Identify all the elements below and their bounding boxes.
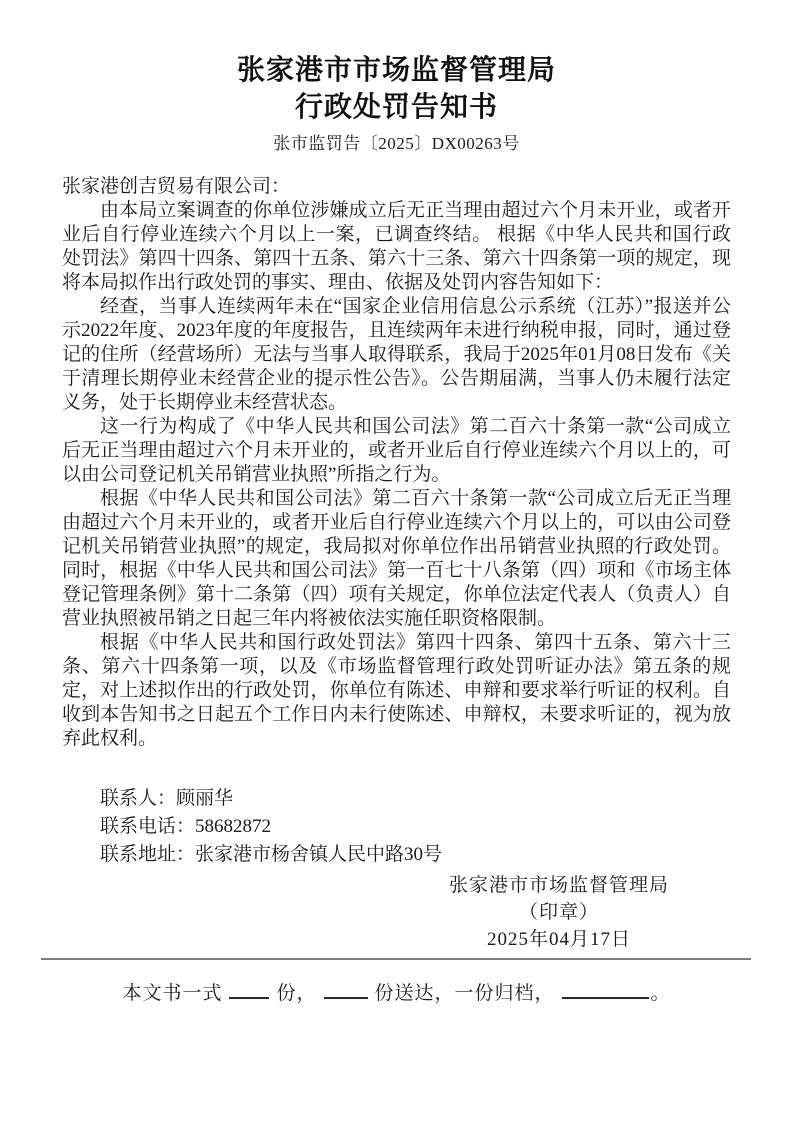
distribution-note — [62, 981, 731, 1007]
copies-suffix-text: 份， — [276, 983, 317, 1004]
agency-title: 张家港市市场监督管理局 — [236, 55, 556, 86]
contact-address-label: 联系地址： — [100, 844, 196, 865]
contact-person-row — [100, 785, 731, 813]
signature-block — [409, 872, 709, 953]
body-paragraph: 根据《中华人民共和国行政处罚法》第四十四条、第四十五条、第六十三条、第六十四条第一项，以及《市场监督管理行政处罚听证办法》第五条的规定，对上述拟作出的行政处罚，你单位有陈述、申辩和要求举行听证的权利。自收到本告知书之日起五个工作日内未行使陈述、申辩权，未要求听证的，视为放弃此权利。 — [62, 632, 731, 749]
document-body — [62, 175, 731, 751]
sentence-end-text: 。 — [650, 983, 671, 1004]
copies-blank — [229, 983, 269, 999]
contact-phone-value: 58682872 — [195, 816, 272, 837]
archive-blank — [562, 983, 649, 999]
signature-divider — [41, 958, 751, 960]
contact-address-value: 张家港市杨舍镇人民中路30号 — [195, 844, 443, 865]
body-paragraph: 根据《中华人民共和国公司法》第二百六十条第一款“公司成立后无正当理由超过六个月未开业的，或者开业后自行停业连续六个月以上的，可以由公司登记机关吊销营业执照”的规定，我局拟对你单位作出吊销营业执照的行政处罚。同时，根据《中华人民共和国公司法》第一百七十八条第（四）项和《市场主体登记管理条例》第十二条第（四）项有关规定，你单位法定代表人（负责人）自营业执照被吊销之日起三年内将被依法实施任职资格限制。 — [62, 488, 731, 629]
issue-date: 2025年04月17日 — [486, 929, 631, 950]
contact-block — [62, 785, 731, 869]
document-number: 张市监罚告〔2025〕DX00263号 — [273, 134, 520, 153]
issuing-authority: 张家港市市场监督管理局 — [448, 875, 669, 896]
body-paragraph: 经查，当事人连续两年未在“国家企业信用信息公示系统（江苏）”报送并公示2022年度、2023年度的年度报告，且连续两年未进行纳税申报，同时，通过登记的住所（经营场所）无法与当事人取得联系，我局于2025年01月08日发布《关于清理长期停业未经营企业的提示性公告》。公告期届满，当事人仍未履行法定义务，处于长期停业未经营状态。 — [62, 296, 731, 413]
recipient-salutation: 张家港创吉贸易有限公司： — [62, 176, 291, 197]
copies-prefix-text: 本文书一式 — [122, 983, 223, 1004]
body-paragraph: 这一行为构成了《中华人民共和国公司法》第二百六十条第一款“公司成立后无正当理由超过六个月未开业的，或者开业后自行停业连续六个月以上的，可以由公司登记机关吊销营业执照”所指之行为。 — [62, 416, 731, 485]
contact-address-row — [100, 841, 731, 869]
contact-person-value: 顾丽华 — [176, 788, 234, 809]
contact-phone-label: 联系电话： — [100, 816, 196, 837]
delivery-suffix-text: 份送达，一份归档， — [374, 983, 555, 1004]
body-paragraph: 由本局立案调查的你单位涉嫌成立后无正当理由超过六个月未开业，或者开业后自行停业连续六个月以上一案，已调查终结。 根据《中华人民共和国行政处罚法》第四十四条、第四十五条、第六十三条、第六十四条第一项的规定，现将本局拟作出行政处罚的事实、理由、依据及处罚内容告知如下： — [62, 200, 731, 293]
contact-person-label: 联系人： — [100, 788, 177, 809]
seal-placeholder: （印章） — [518, 902, 599, 923]
document-title: 行政处罚告知书 — [294, 92, 498, 123]
delivery-blank — [324, 983, 368, 999]
contact-phone-row — [100, 813, 731, 841]
